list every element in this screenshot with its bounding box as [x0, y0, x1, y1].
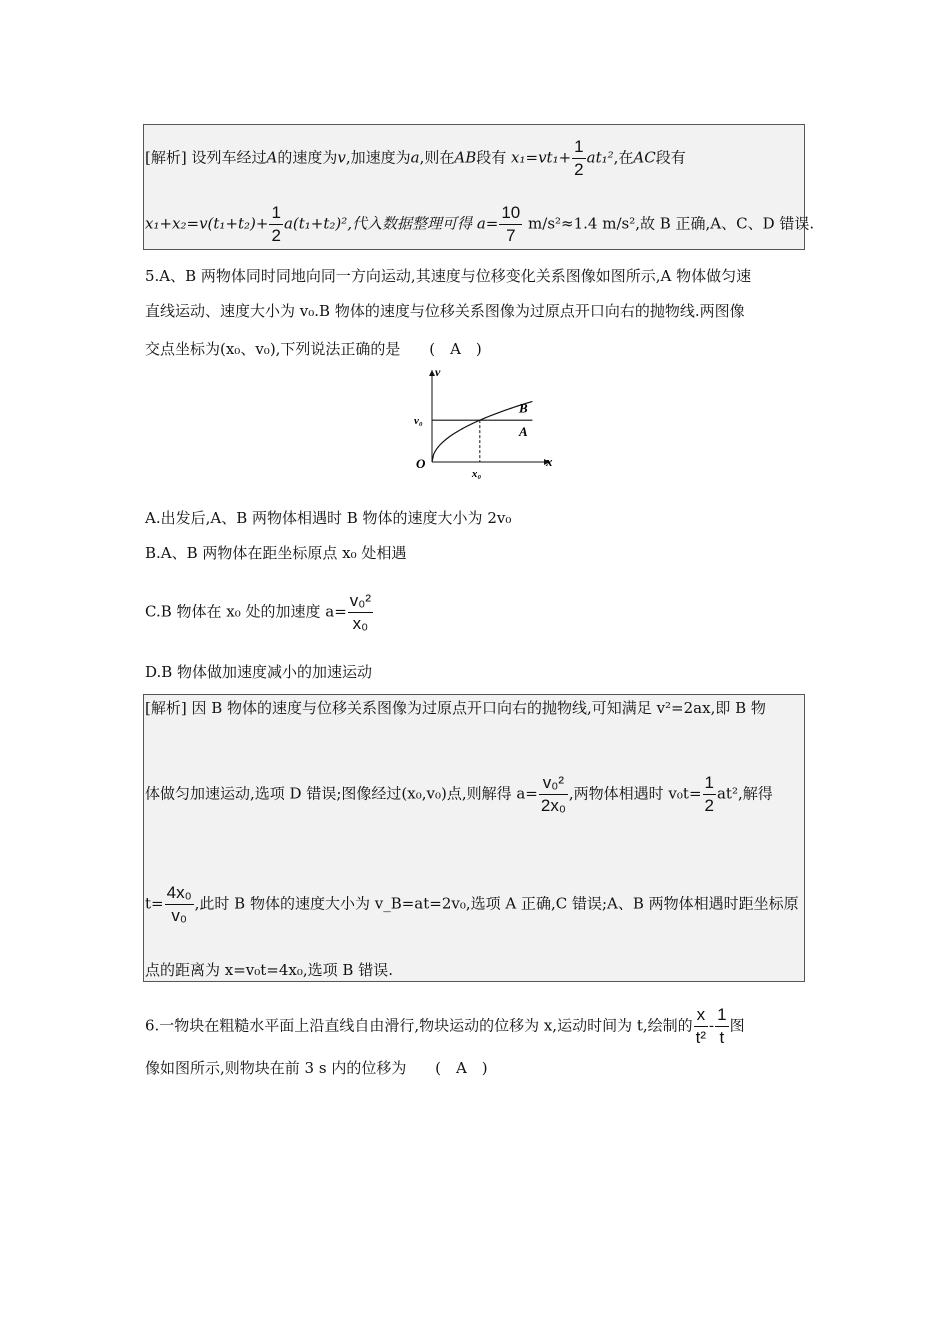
q5-answer: ( A ) — [429, 340, 482, 358]
x-axis-label: x — [546, 454, 553, 469]
analysis2-line4: 点的距离为 x=v₀t=4x₀,选项 B 错误. — [145, 961, 393, 979]
y-axis-label: v — [435, 365, 441, 379]
v0-tick-label: v₀ — [414, 415, 423, 428]
option-d[interactable]: D.B 物体做加速度减小的加速运动 — [145, 663, 373, 681]
v-x-chart — [410, 365, 553, 480]
fraction-a: $\frac{\text{v₀²}}{\text{2x₀}}$ — [540, 773, 566, 815]
x0-tick-label: x₀ — [471, 468, 482, 480]
fraction-half-3: $\frac{1}{2}$ — [704, 773, 714, 815]
q5-line2: 直线运动、速度大小为 v₀.B 物体的速度与位移关系图像为过原点开口向右的抛物线.两图像 — [145, 302, 745, 320]
analysis2-line1: [解析] 因 B 物体的速度与位移关系图像为过原点开口向右的抛物线,可知满足 v²=2ax,即 B 物 — [145, 699, 766, 717]
analysis-label: [解析] — [145, 148, 187, 167]
fraction-half-2: $\frac{1}{2}$ — [271, 203, 281, 245]
analysis-box-2 — [143, 694, 805, 982]
q5-line1: 5.A、B 两物体同时同地向同一方向运动,其速度与位移变化关系图像如图所示,A 物体做匀速 — [145, 267, 752, 285]
fraction-x-t2: $\frac{x}{\text{t²}}$ — [695, 1005, 707, 1047]
analysis2-line3: t= $\frac{\text{4x₀}}{\text{v₀}}$ ,此时 B 物体的速度大小为 v_B=at=2v₀,选项 A 正确,C 错误;A、B 两物体相遇时距坐标原 — [145, 883, 799, 925]
series-a-label: A — [519, 424, 528, 440]
option-a[interactable]: A.出发后,A、B 两物体相遇时 B 物体的速度大小为 2v₀ — [145, 509, 512, 527]
fraction-10-7: $\frac{10}{7}$ — [501, 203, 521, 245]
option-b[interactable]: B.A、B 两物体在距坐标原点 x₀ 处相遇 — [145, 544, 407, 562]
q6-line2: 像如图所示,则物块在前 3 s 内的位移为 ( A ) — [145, 1059, 488, 1077]
fraction-c: $\frac{\text{v₀²}}{\text{x₀}}$ — [349, 591, 372, 633]
fraction-half: $\frac{1}{2}$ — [574, 137, 584, 179]
q6-line1: 6.一物块在粗糙水平面上沿直线自由滑行,物块运动的位移为 x,运动时间为 t,绘制的 $\frac{x}{\text{t²}}$ - $\frac{1}{t}$ 图 — [145, 1005, 745, 1047]
option-c[interactable]: C.B 物体在 x₀ 处的加速度 a= $\frac{\text{v₀²}}{\text{x₀}}$ — [145, 591, 372, 633]
fraction-t: $\frac{\text{4x₀}}{\text{v₀}}$ — [166, 883, 192, 925]
series-b-label: B — [519, 400, 528, 416]
analysis1-line1: [解析] 设列车经过A的速度为v,加速度为a,则在AB段有 x₁=vt₁+ $\frac{1}{2}$ at₁²,在AC段有 — [145, 137, 686, 179]
series-b-curve — [432, 401, 532, 462]
q6-answer: ( A ) — [435, 1059, 488, 1077]
origin-label: O — [416, 456, 426, 471]
analysis1-line2: x₁+x₂=v(t₁+t₂)+ $\frac{1}{2}$ a(t₁+t₂)²,代入数据整理可得 a= $\frac{10}{7}$ m/s²≈1.4 m/s²,故 B 正确,A、C、D 错误. — [145, 203, 815, 245]
fraction-1-t: $\frac{1}{t}$ — [717, 1005, 727, 1047]
q5-line3: 交点坐标为(x₀、v₀),下列说法正确的是 ( A ) — [145, 340, 482, 358]
analysis2-line2: 体做匀加速运动,选项 D 错误;图像经过(x₀,v₀)点,则解得 a= $\frac{\text{v₀²}}{\text{2x₀}}$ ,两物体相遇时 v₀t= $\frac{1}{2}$ at²,解得 — [145, 773, 773, 815]
